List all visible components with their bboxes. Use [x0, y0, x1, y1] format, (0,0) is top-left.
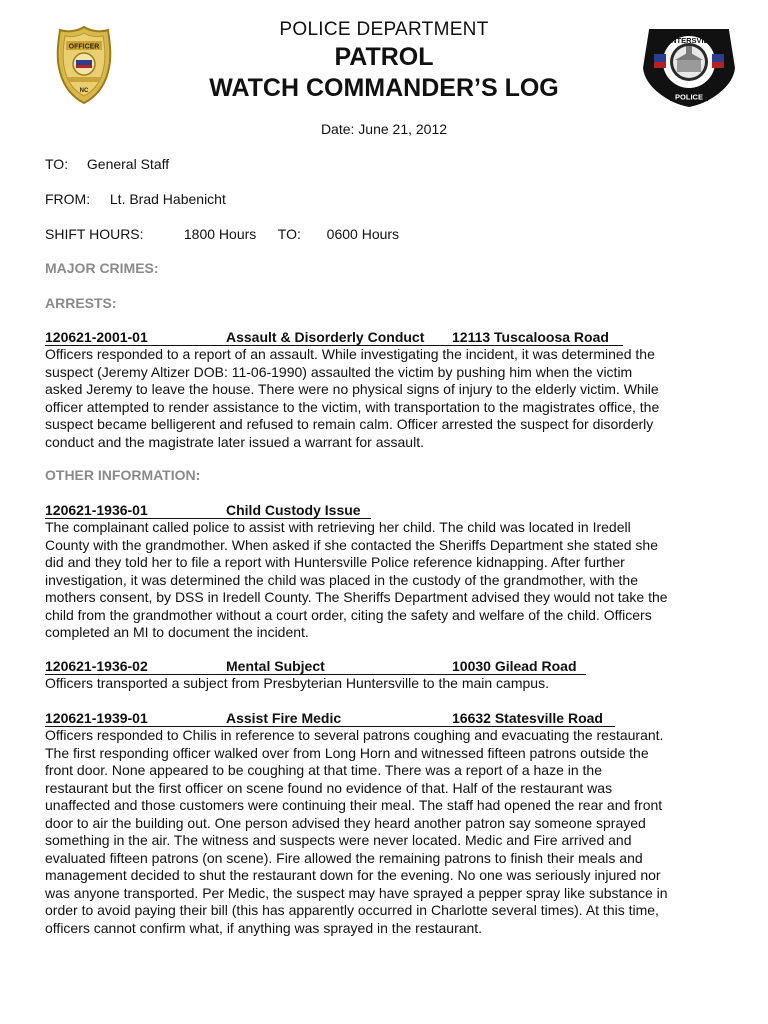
entry-address: 10030 Gilead Road — [452, 658, 577, 674]
entry-header — [45, 658, 725, 675]
entry-id: 120621-1936-02 — [45, 658, 148, 674]
entry-id: 120621-1936-01 — [45, 502, 148, 518]
log-entry — [45, 502, 725, 642]
shift-label: SHIFT HOURS: — [45, 226, 144, 242]
entry-underline — [45, 345, 623, 346]
entry-id: 120621-2001-01 — [45, 329, 148, 345]
shift-hours-line — [45, 226, 399, 242]
log-date: Date: June 21, 2012 — [320, 121, 448, 137]
to-label: TO: — [45, 156, 69, 172]
shift-to-label: TO: — [277, 226, 301, 242]
badge-left-state: NC — [79, 88, 89, 94]
log-entry — [45, 658, 725, 693]
log-entry — [45, 710, 725, 937]
entry-type: Mental Subject — [226, 658, 325, 674]
entry-type: Child Custody Issue — [226, 502, 361, 518]
entry-id: 120621-1939-01 — [45, 710, 148, 726]
entry-underline — [45, 518, 371, 519]
patch-bottom-text: POLICE — [675, 92, 703, 102]
entry-narrative: Officers responded to a report of an assault. While investigating the incident, it was determined the suspect (Jeremy Altizer DOB: 11-06-1990) assaulted the victim by pushing him when the victim asked Jeremy to leave the house. There were no physical signs of injury to the elderly victim. While officer attempted to render assistance to the victim, with transportation to the magistrates office, the suspect became belligerent and refused to remain calm. Officer arrested the suspect for disorderly conduct and the magistrate later issued a warrant for assault. — [45, 346, 660, 450]
document-title-patrol: PATROL — [334, 43, 434, 71]
shift-start: 1800 Hours — [183, 226, 257, 242]
entry-header — [45, 710, 725, 727]
from-label: FROM: — [45, 191, 91, 207]
to-line — [45, 156, 169, 172]
document-header — [0, 18, 768, 104]
to-value: General Staff — [86, 156, 170, 172]
entry-header — [45, 502, 725, 519]
entry-address: 12113 Tuscaloosa Road — [452, 329, 609, 345]
entry-narrative: Officers transported a subject from Presbyterian Huntersville to the main campus. — [45, 675, 549, 691]
entry-address: 16632 Statesville Road — [452, 710, 603, 726]
entry-underline — [45, 726, 615, 727]
document-title-log: WATCH COMMANDER’S LOG — [209, 74, 559, 102]
entry-header — [45, 329, 725, 346]
section-arrests: ARRESTS: — [45, 295, 117, 311]
section-other-information: OTHER INFORMATION: — [45, 467, 201, 483]
badge-left-text: OFFICER — [68, 43, 100, 51]
entry-narrative: The complainant called police to assist with retrieving her child. The child was located in Iredell County with the grandmother. When asked if she contacted the Sheriffs Department she stated she did and they told her to file a report with Huntersville Police reference kidnapping. After further investigation, it was determined the child was placed in the custody of the grandmother, with the mothers consent, by DSS in Iredell County. The Sheriffs Department advised they would not take the child from the grandmother without a court order, citing the safety and welfare of the child. Officers completed an MI to document the incident. — [45, 519, 668, 640]
from-value: Lt. Brad Habenicht — [109, 191, 226, 207]
patch-ring-text: HUNTERSVILLE — [660, 36, 718, 45]
shift-end: 0600 Hours — [326, 226, 400, 242]
entry-type: Assault & Disorderly Conduct — [226, 329, 425, 345]
section-major-crimes: MAJOR CRIMES: — [45, 260, 159, 276]
department-name: POLICE DEPARTMENT — [279, 19, 489, 40]
entry-type: Assist Fire Medic — [226, 710, 342, 726]
entry-underline — [45, 674, 586, 675]
entry-narrative: Officers responded to Chilis in reference to several patrons coughing and evacuating the restaurant. The first responding officer walked over from Long Horn and witnessed fifteen patrons outside the front door. None appeared to be coughing at that time. There was a report of a haze in the restaurant but the first officer on scene found no evidence of that. Half of the restaurant was unaffected and those customers were continuing their meal. The staff had opened the rear and front door to air the building out. One person advised they heard another patron say someone sprayed something in the air. The witness and suspects were never located. Medic and Fire arrived and evaluated fifteen patrons (on scene). Fire allowed the remaining patrons to finish their meals and management decided to shut the restaurant down for the evening. No one was seriously injured nor was anyone transported. Per Medic, the suspect may have sprayed a pepper spray like substance in order to avoid paying their bill (this has apparently occurred in Charlotte several times). At this time, officers cannot confirm what, if anything was sprayed in the restaurant. — [45, 727, 668, 936]
log-entry — [45, 329, 725, 451]
from-line — [45, 191, 226, 207]
